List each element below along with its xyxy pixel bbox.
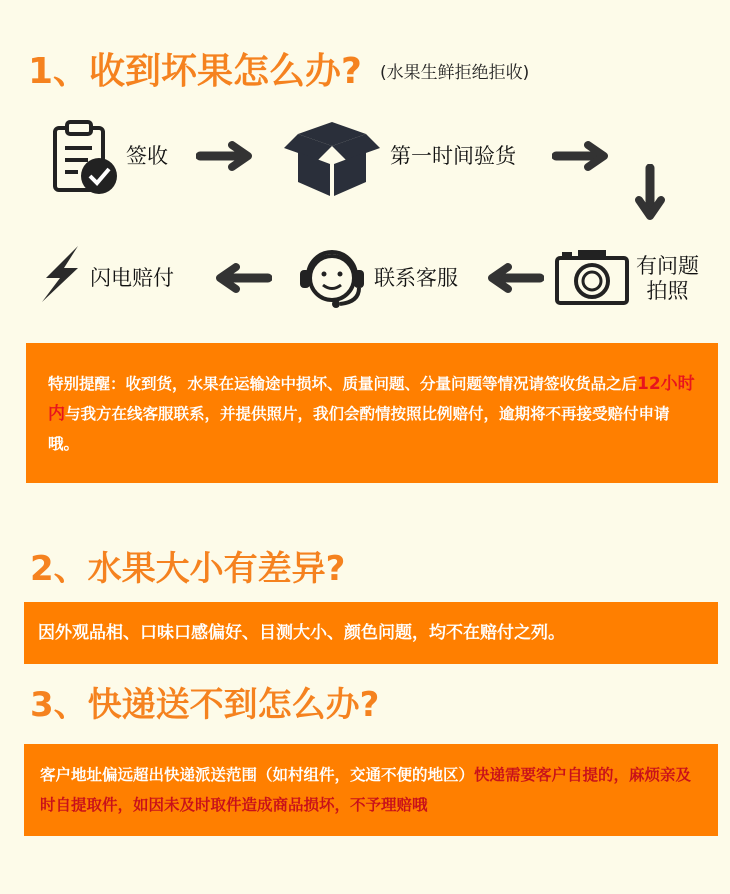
headset-icon [296, 240, 368, 316]
notice-3-highlight: 快递需要客户自提的，麻烦亲及时自提取件，如因未及时取件造成商品损坏，不予理赔哦 [40, 766, 692, 814]
step-photo-label [636, 254, 699, 304]
section1-title [28, 51, 530, 92]
notice-1-part1: 特别提醒：收到货，水果在运输途中损坏、质量问题、分量问题等情况请签收货品之后 [48, 375, 638, 393]
notice-1-text [48, 369, 698, 459]
step-sign-label: 签收 [126, 144, 168, 168]
step-contact-label: 联系客服 [374, 266, 458, 290]
box-icon [282, 118, 382, 198]
step-photo-line2: 拍照 [646, 279, 689, 304]
clipboard-check-icon [52, 120, 120, 196]
arrow-left-icon [484, 262, 544, 294]
section1-title-text: 1、收到坏果怎么办? [28, 51, 362, 92]
arrow-icon [552, 140, 612, 172]
lightning-icon [38, 244, 84, 304]
camera-icon [554, 246, 630, 306]
step-inspect-label: 第一时间验货 [390, 144, 516, 168]
section2-title: 2、水果大小有差异? [30, 549, 346, 589]
arrow-down-icon [634, 164, 666, 224]
arrow-left-icon [212, 262, 272, 294]
section1-note: (水果生鲜拒绝拒收) [379, 62, 530, 83]
notice-3-part1: 客户地址偏远超出快递派送范围（如村组件，交通不便的地区） [40, 766, 475, 784]
notice-1-part2: 与我方在线客服联系，并提供照片，我们会酌情按照比例赔付，逾期将不再接受赔付申请哦。 [48, 405, 670, 453]
notice-2-text: 因外观品相、口味口感偏好、目测大小、颜色问题，均不在赔付之列。 [38, 623, 565, 643]
notice-box-3 [24, 744, 718, 836]
notice-1-highlight: 12小时内 [48, 374, 695, 424]
section3-title: 3、快递送不到怎么办? [30, 685, 380, 725]
step-photo-line1: 有问题 [636, 254, 699, 278]
notice-box-2 [24, 602, 718, 664]
notice-3-text [40, 760, 704, 820]
notice-box-1 [26, 343, 718, 483]
step-compensate-label: 闪电赔付 [90, 266, 174, 290]
arrow-icon [196, 140, 256, 172]
